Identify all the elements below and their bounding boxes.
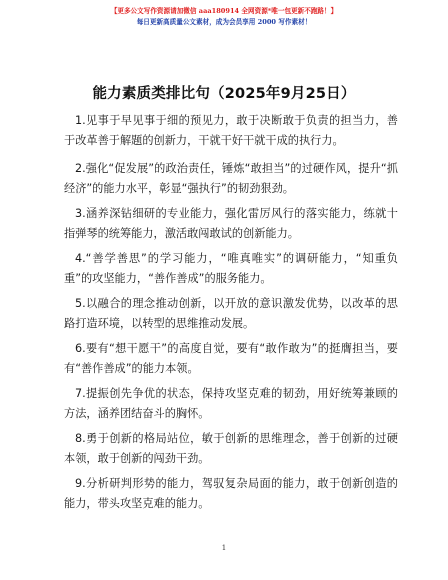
list-item: 1.见事于早见事于细的预见力，敢于决断敢于负责的担当力，善于改革善于解题的创新力，干就干好干就干成的执行力。 [64,114,398,147]
promo-line-2: 每日更新高质量公文素材，成为会员享用 2000 写作素材！ [136,18,312,26]
list-item: 3.涵养深钻细研的专业能力，强化雷厉风行的落实能力，练就十指弹琴的统筹能力，激活敢闯敢试的创新能力。 [64,207,398,240]
promo-line-1: 【更多公文写作资源请加微信 aaa180914 全网资源*唯一包更新不跑路！】 [110,7,338,15]
document-title: 能力素质类排比句（2025年9月25日） [92,86,356,102]
promo-banner [0,6,448,28]
list-item: 7.提振创先争优的状态，保持攻坚克难的韧劲，用好统筹兼顾的方法，涵养团结奋斗的胸怀。 [64,387,398,420]
list-item: 2.强化“促发展”的政治责任，锤炼“敢担当”的过硬作风，提升“抓经济”的能力水平，彰显“强执行”的韧劲狠劲。 [64,162,398,195]
list-item: 5.以融合的理念推动创新，以开放的意识激发优势，以改革的思路打造环境，以转型的思维推动发展。 [64,297,398,330]
list-item: 6.要有“想干愿干”的高度自觉，要有“敢作敢为”的挺膺担当，要有“善作善成”的能力本领。 [64,342,398,375]
page-number: 1 [221,544,227,552]
list-item: 4.“善学善思”的学习能力，“唯真唯实”的调研能力，“知重负重”的攻坚能力，“善作善成”的服务能力。 [64,252,398,285]
item-list [64,111,398,519]
list-item: 9.分析研判形势的能力，驾驭复杂局面的能力，敢于创新创造的能力，带头攻坚克难的能力。 [64,477,398,510]
list-item: 8.勇于创新的格局站位，敏于创新的思维理念，善于创新的过硬本领，敢于创新的闯劲干劲。 [64,432,398,465]
